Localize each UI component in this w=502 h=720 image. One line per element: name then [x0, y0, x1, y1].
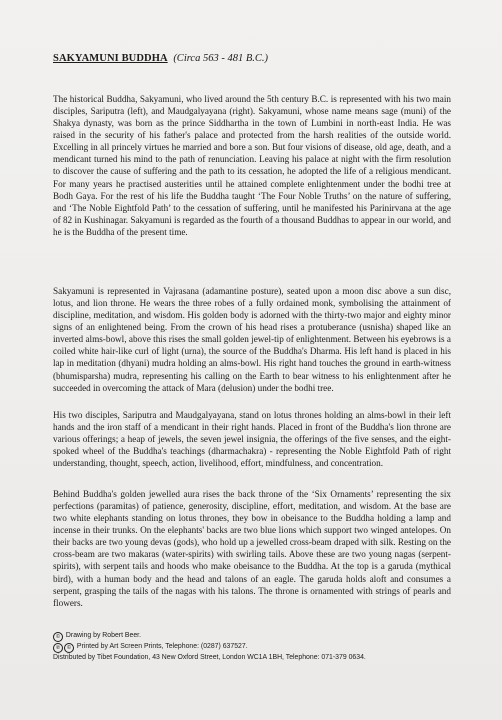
- paragraph-throne: Behind Buddha's golden jewelled aura rises the back throne of the ‘Six Ornaments’ representing the six perfections (paramitas) of patience, generosity, discipline, effort, meditation, and wisdom. At the base are two white elephants standing on lotus thrones, they bow in obeisance to the Buddha holding a lamp and incense in their trunks. On the elephants' backs are two blue lions which support two winged antelopes. On their backs are two young devas (gods), who hold up a jewelled cross-beam draped with silk. Resting on the cross-beam are two makaras (water-spirits) with swirling tails. Above these are two young nagas (serpent-spirits), with serpent tails and hoods who make obeisance to the Buddha. At the top is a garuda (mythical bird), with a human body and the head and talons of an eagle. The garuda holds aloft and consumes a serpent, grasping the tails of the nagas with his talons. The throne is ornamented with strings of pearls and flowers.: [53, 489, 451, 608]
- title-dates: (Circa 563 - 481 B.C.): [173, 53, 268, 64]
- copyright-icon: ©: [64, 643, 74, 653]
- credit-drawing: [53, 631, 473, 642]
- phonogram-icon: ℗: [53, 643, 63, 653]
- credit-printed: [53, 642, 473, 653]
- paragraph-history: The historical Buddha, Sakyamuni, who lived around the 5th century B.C. is represented with his two main disciples, Sariputra (left), and Maudgalyayana (right). Sakyamuni, whose name means sage (muni) of the Shakya dynasty, was born as the prince Siddhartha in the town of Lumbini in north-east India. He was raised in the security of his father's palace and protected from the harsh realities of the outside world. Excelling in all princely virtues he married and bore a son. But four visions of disease, old age, death, and a mendicant turned his mind to the path of renunciation. Leaving his palace at night with the firm resolution to discover the cause of suffering and the path to its cessation, he adopted the life of a religious mendicant. For many years he practised austerities until he attained complete enlightenment under the bodhi tree at Bodh Gaya. For the rest of his life the Buddha taught ‘The Four Noble Truths’ on the nature of suffering, and ‘The Noble Eightfold Path’ to the cessation of suffering, until he manifested his Parinirvana at the age of 82 in Kushinagar. Sakyamuni is regarded as the fourth of a thousand Buddhas to appear in our world, and he is the Buddha of the present time.: [53, 94, 451, 237]
- document-title: [53, 53, 268, 64]
- copyright-icon: ©: [53, 632, 63, 642]
- title-text: SAKYAMUNI BUDDHA: [53, 53, 168, 64]
- credits-block: [53, 631, 473, 663]
- credit-drawing-text: Drawing by Robert Beer.: [65, 632, 141, 639]
- paragraph-iconography: Sakyamuni is represented in Vajrasana (adamantine posture), seated upon a moon disc above a sun disc, lotus, and lion throne. He wears the three robes of a fully ordained monk, symbolising the attainment of discipline, meditation, and wisdom. His golden body is adorned with the thirty-two major and eighty minor signs of an enlightened being. From the crown of his head rises a protuberance (usnisha) shaped like an inverted alms-bowl, above this rises the small golden jewel-tip of enlightenment. Between his eyebrows is a coiled white hair-like curl of light (urna), the source of the Buddha's Dharma. His left hand is placed in his lap in meditation (dhyani) mudra holding an alms-bowl. His right hand touches the ground in earth-witness (bhumisparsha) mudra, representing his calling on the Earth to bear witness to his enlightenment after he succeeded in overcoming the attack of Mara (delusion) under the bodhi tree.: [53, 286, 451, 393]
- credit-distributed: [53, 653, 473, 663]
- paragraph-disciples: His two disciples, Sariputra and Maudgalyayana, stand on lotus thrones holding an alms-bowl in their left hands and the iron staff of a mendicant in their right hands. Placed in front of the Buddha's lion throne are various offerings; a heap of jewels, the seven jewel insignia, the offerings of the five senses, and the eight-spoked wheel of the Buddha's teachings (dharmachakra) - representing the Noble Eightfold Path of right understanding, thought, speech, action, livelihood, effort, mindfulness, and concentration.: [53, 410, 451, 469]
- credit-distributed-text: Distributed by Tibet Foundation, 43 New Oxford Street, London WC1A 1BH, Telephone: 071-379 0634.: [53, 654, 366, 661]
- credit-printed-text: Printed by Art Screen Prints, Telephone: (0287) 637527.: [76, 643, 248, 650]
